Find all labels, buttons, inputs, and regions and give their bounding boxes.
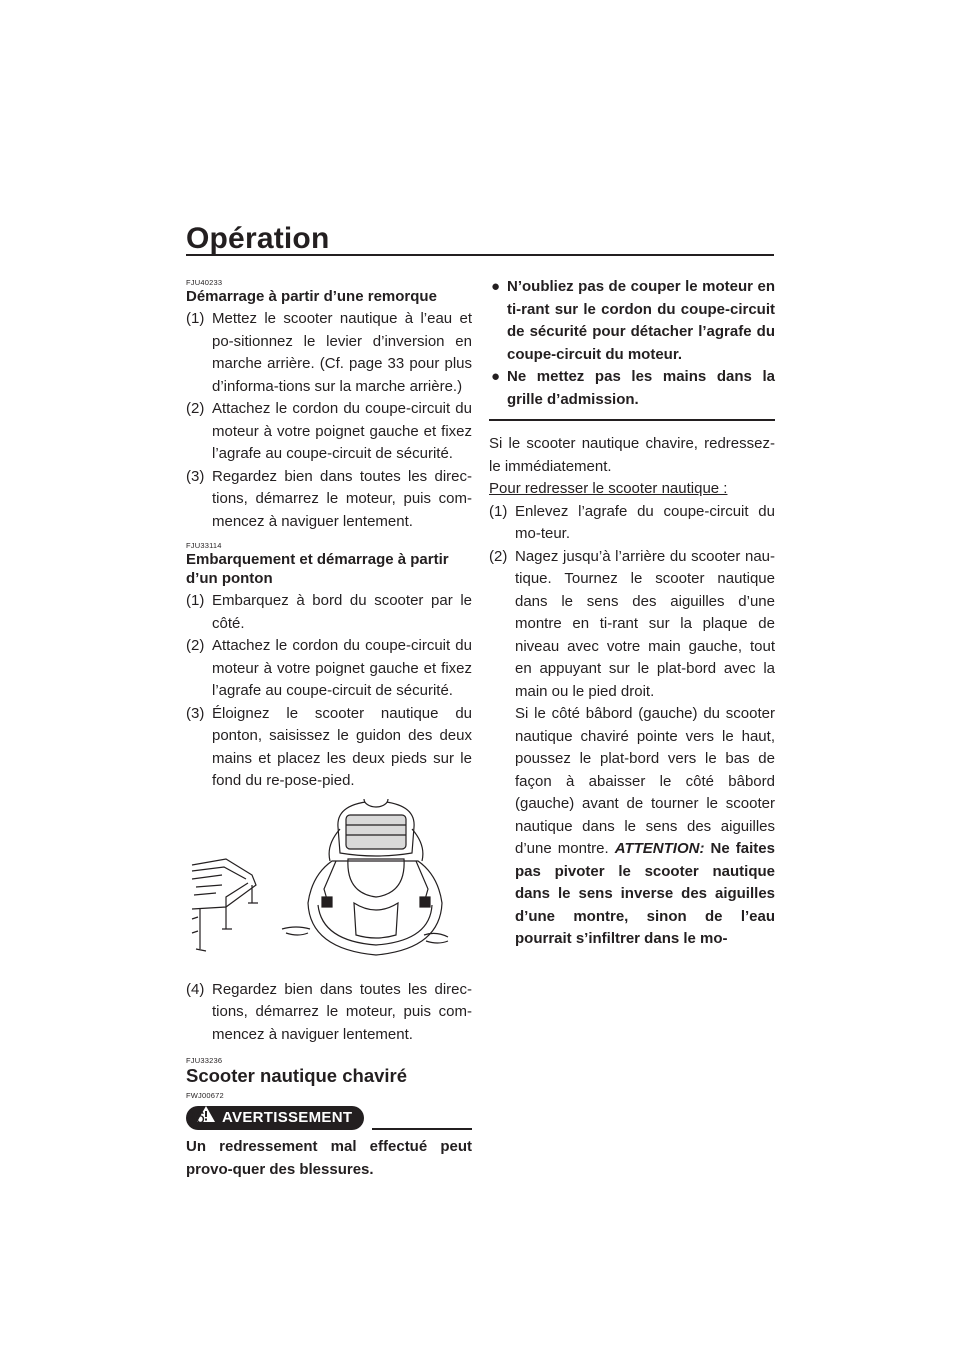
procedure-subheading: Pour redresser le scooter nautique : [489, 480, 728, 497]
section-heading-pontoon: Embarquement et démarrage à partir d’un ponton [186, 551, 449, 587]
intro-paragraph: Si le scooter nautique chavire, redressez-le immédiatement. [489, 435, 775, 475]
attention-label: ATTENTION: [614, 840, 705, 857]
step-item: (2) Attachez le cordon du coupe-circuit du moteur à votre poignet gauche et fixez l’agrafe au coupe-circuit de sécurité. [186, 637, 472, 699]
step-item: (1) Enlevez l’agrafe du coupe-circuit du mo-teur. [489, 502, 775, 542]
title-rule [186, 254, 774, 256]
right-column [489, 276, 775, 951]
step-item: (2) Attachez le cordon du coupe-circuit du moteur à votre poignet gauche et fixez l’agrafe au coupe-circuit de sécurité. [186, 400, 472, 462]
step-item: (3) Regardez bien dans toutes les direc-tions, démarrez le moteur, puis com-mencez à naviguer lentement. [186, 467, 472, 530]
warning-end-rule [489, 419, 775, 421]
page-number: 86 [186, 1108, 205, 1127]
step-item: (3) Éloignez le scooter nautique du ponton, saisissez le guidon des deux mains et placez les deux pieds sur le fond du re-pose-pied. [186, 704, 472, 789]
section-code: FJU33114 [186, 541, 222, 550]
step-item: (4) Regardez bien dans toutes les direc-tions, démarrez le moteur, puis com-mencez à naviguer lentement. [186, 980, 472, 1043]
step-item-continued: Si le côté bâbord (gauche) du scooter nautique chaviré pointe vers le haut, poussez le plat-bord vers le bas de façon à abaisser le côté bâbord (gauche) avant de tourner le scooter nautique dans le sens des aiguilles d’une montre. ATTENTION: Ne faites pas pivoter le scooter nautique dans le sens inverse des aiguilles d’une montre, sinon de l’eau pourrait s’infiltrer dans le mo- [515, 705, 775, 947]
section-heading-trailer: Démarrage à partir d’une remorque [186, 288, 437, 305]
left-column [186, 276, 472, 1181]
warning-header [186, 1102, 472, 1130]
attention-text: Ne faites pas pivoter le scooter nautique dans le sens inverse des aiguilles d’une montre, sinon de l’eau pourrait s’infiltrer dans le mo- [515, 840, 775, 947]
section-code: FJU40233 [186, 278, 223, 287]
section-heading-capsized: Scooter nautique chaviré [186, 1065, 408, 1086]
step-item: (2) Nagez jusqu’à l’arrière du scooter nau-tique. Tournez le scooter nautique dans le sens des aiguilles d’une montre en ti-rant sur la plaque de niveau avec votre main gauche, tout en appuyant sur le plat-bord avec la main ou le pied droit. [489, 547, 775, 700]
section-code: FJU33236 [186, 1056, 223, 1065]
step-item: (1) Embarquez à bord du scooter par le côté. [186, 592, 472, 632]
warning-badge [186, 1106, 364, 1130]
warning-rule [372, 1128, 472, 1130]
warning-code: FWJ00672 [186, 1091, 224, 1100]
page-title: Opération [186, 222, 330, 255]
warning-label: AVERTISSEMENT [222, 1108, 353, 1126]
warning-text: Un redressement mal effectué peut provo-quer des blessures. [186, 1138, 472, 1178]
warning-bullet: ● N’oubliez pas de couper le moteur en ti-rant sur le cordon du coupe-circuit de sécurité pour détacher l’agrafe du coupe-circuit du moteur. [491, 278, 775, 363]
step-item: (1) Mettez le scooter nautique à l’eau et po-sitionnez le levier d’inversion en marche arrière. (Cf. page 33 pour plus d’informa-tions sur la marche arrière.) [186, 310, 472, 395]
boarding-illustration [186, 799, 472, 969]
warning-bullet: ● Ne mettez pas les mains dans la grille d’admission. [491, 368, 775, 408]
